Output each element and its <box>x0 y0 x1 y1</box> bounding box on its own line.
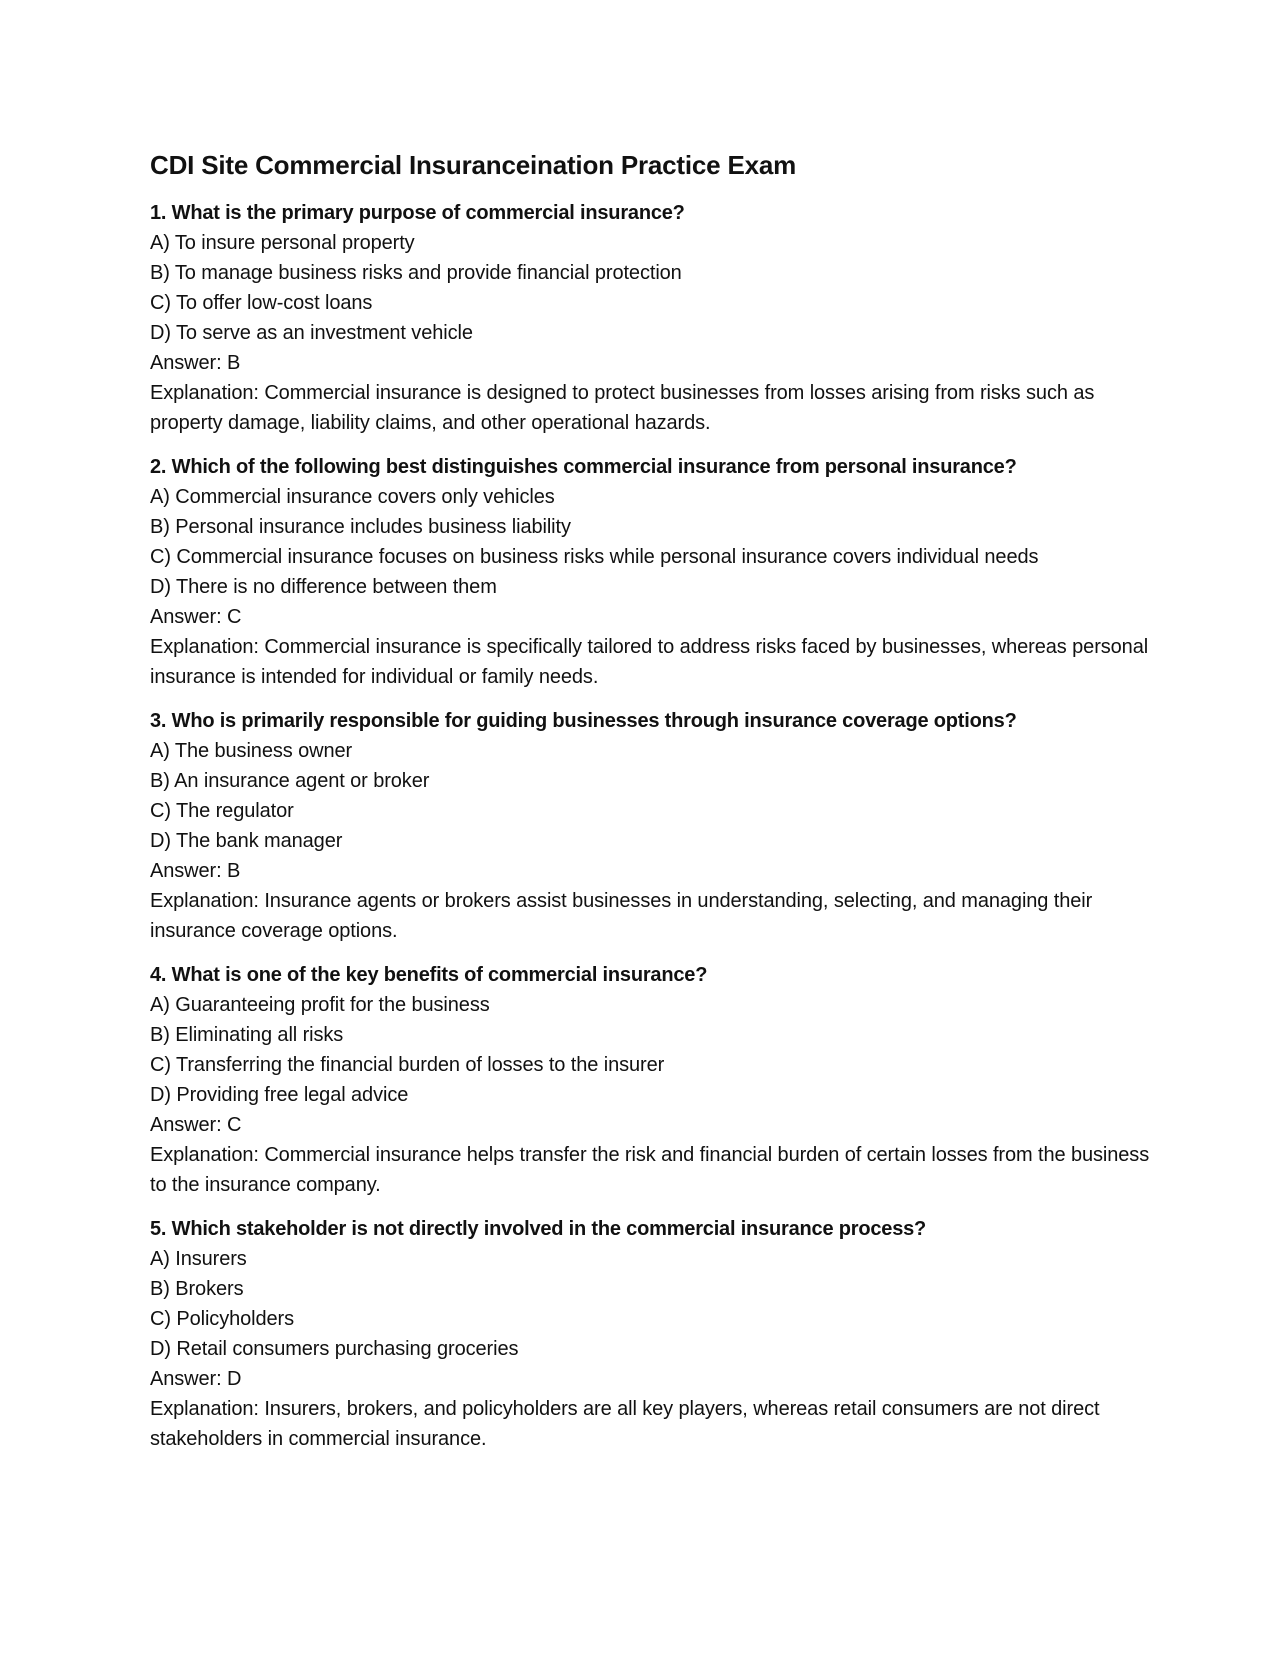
question-block-1 <box>150 198 1150 438</box>
option-c: C) Transferring the financial burden of losses to the insurer <box>150 1054 665 1076</box>
answer-line: Answer: C <box>150 606 242 628</box>
question-text: 1. What is the primary purpose of commercial insurance? <box>150 202 685 224</box>
answer-line: Answer: D <box>150 1368 242 1390</box>
option-a: A) Commercial insurance covers only vehicles <box>150 486 555 508</box>
option-b: B) Personal insurance includes business liability <box>150 516 571 538</box>
option-d: D) To serve as an investment vehicle <box>150 322 473 344</box>
option-c: C) Commercial insurance focuses on business risks while personal insurance covers individual needs <box>150 546 1039 568</box>
question-block-4 <box>150 960 1150 1200</box>
option-c: C) To offer low-cost loans <box>150 292 373 314</box>
option-b: B) An insurance agent or broker <box>150 770 430 792</box>
question-text: 5. Which stakeholder is not directly involved in the commercial insurance process? <box>150 1218 927 1240</box>
option-d: D) The bank manager <box>150 830 343 852</box>
explanation-text: Explanation: Insurance agents or brokers assist businesses in understanding, selecting, and managing their insurance coverage options. <box>150 890 1093 942</box>
document-page <box>150 148 1150 1468</box>
question-block-2 <box>150 452 1150 692</box>
answer-line: Answer: C <box>150 1114 242 1136</box>
option-d: D) There is no difference between them <box>150 576 497 598</box>
explanation-text: Explanation: Commercial insurance is designed to protect businesses from losses arising from risks such as property damage, liability claims, and other operational hazards. <box>150 382 1095 434</box>
question-block-5 <box>150 1214 1150 1454</box>
option-d: D) Providing free legal advice <box>150 1084 409 1106</box>
answer-line: Answer: B <box>150 860 241 882</box>
option-a: A) The business owner <box>150 740 353 762</box>
question-block-3 <box>150 706 1150 946</box>
option-b: B) Brokers <box>150 1278 244 1300</box>
explanation-text: Explanation: Commercial insurance helps transfer the risk and financial burden of certain losses from the business to the insurance company. <box>150 1144 1150 1196</box>
option-d: D) Retail consumers purchasing groceries <box>150 1338 519 1360</box>
explanation-text: Explanation: Commercial insurance is specifically tailored to address risks faced by businesses, whereas personal insurance is intended for individual or family needs. <box>150 636 1149 688</box>
option-a: A) Insurers <box>150 1248 247 1270</box>
question-text: 4. What is one of the key benefits of commercial insurance? <box>150 964 708 986</box>
question-text: 3. Who is primarily responsible for guiding businesses through insurance coverage options? <box>150 710 1017 732</box>
option-c: C) The regulator <box>150 800 294 822</box>
option-a: A) Guaranteeing profit for the business <box>150 994 490 1016</box>
page-title: CDI Site Commercial Insuranceination Practice Exam <box>150 150 797 180</box>
answer-line: Answer: B <box>150 352 241 374</box>
question-text: 2. Which of the following best distinguishes commercial insurance from personal insurance? <box>150 456 1017 478</box>
option-c: C) Policyholders <box>150 1308 295 1330</box>
explanation-text: Explanation: Insurers, brokers, and policyholders are all key players, whereas retail consumers are not direct stakeholders in commercial insurance. <box>150 1398 1100 1450</box>
option-a: A) To insure personal property <box>150 232 415 254</box>
option-b: B) Eliminating all risks <box>150 1024 344 1046</box>
option-b: B) To manage business risks and provide financial protection <box>150 262 682 284</box>
